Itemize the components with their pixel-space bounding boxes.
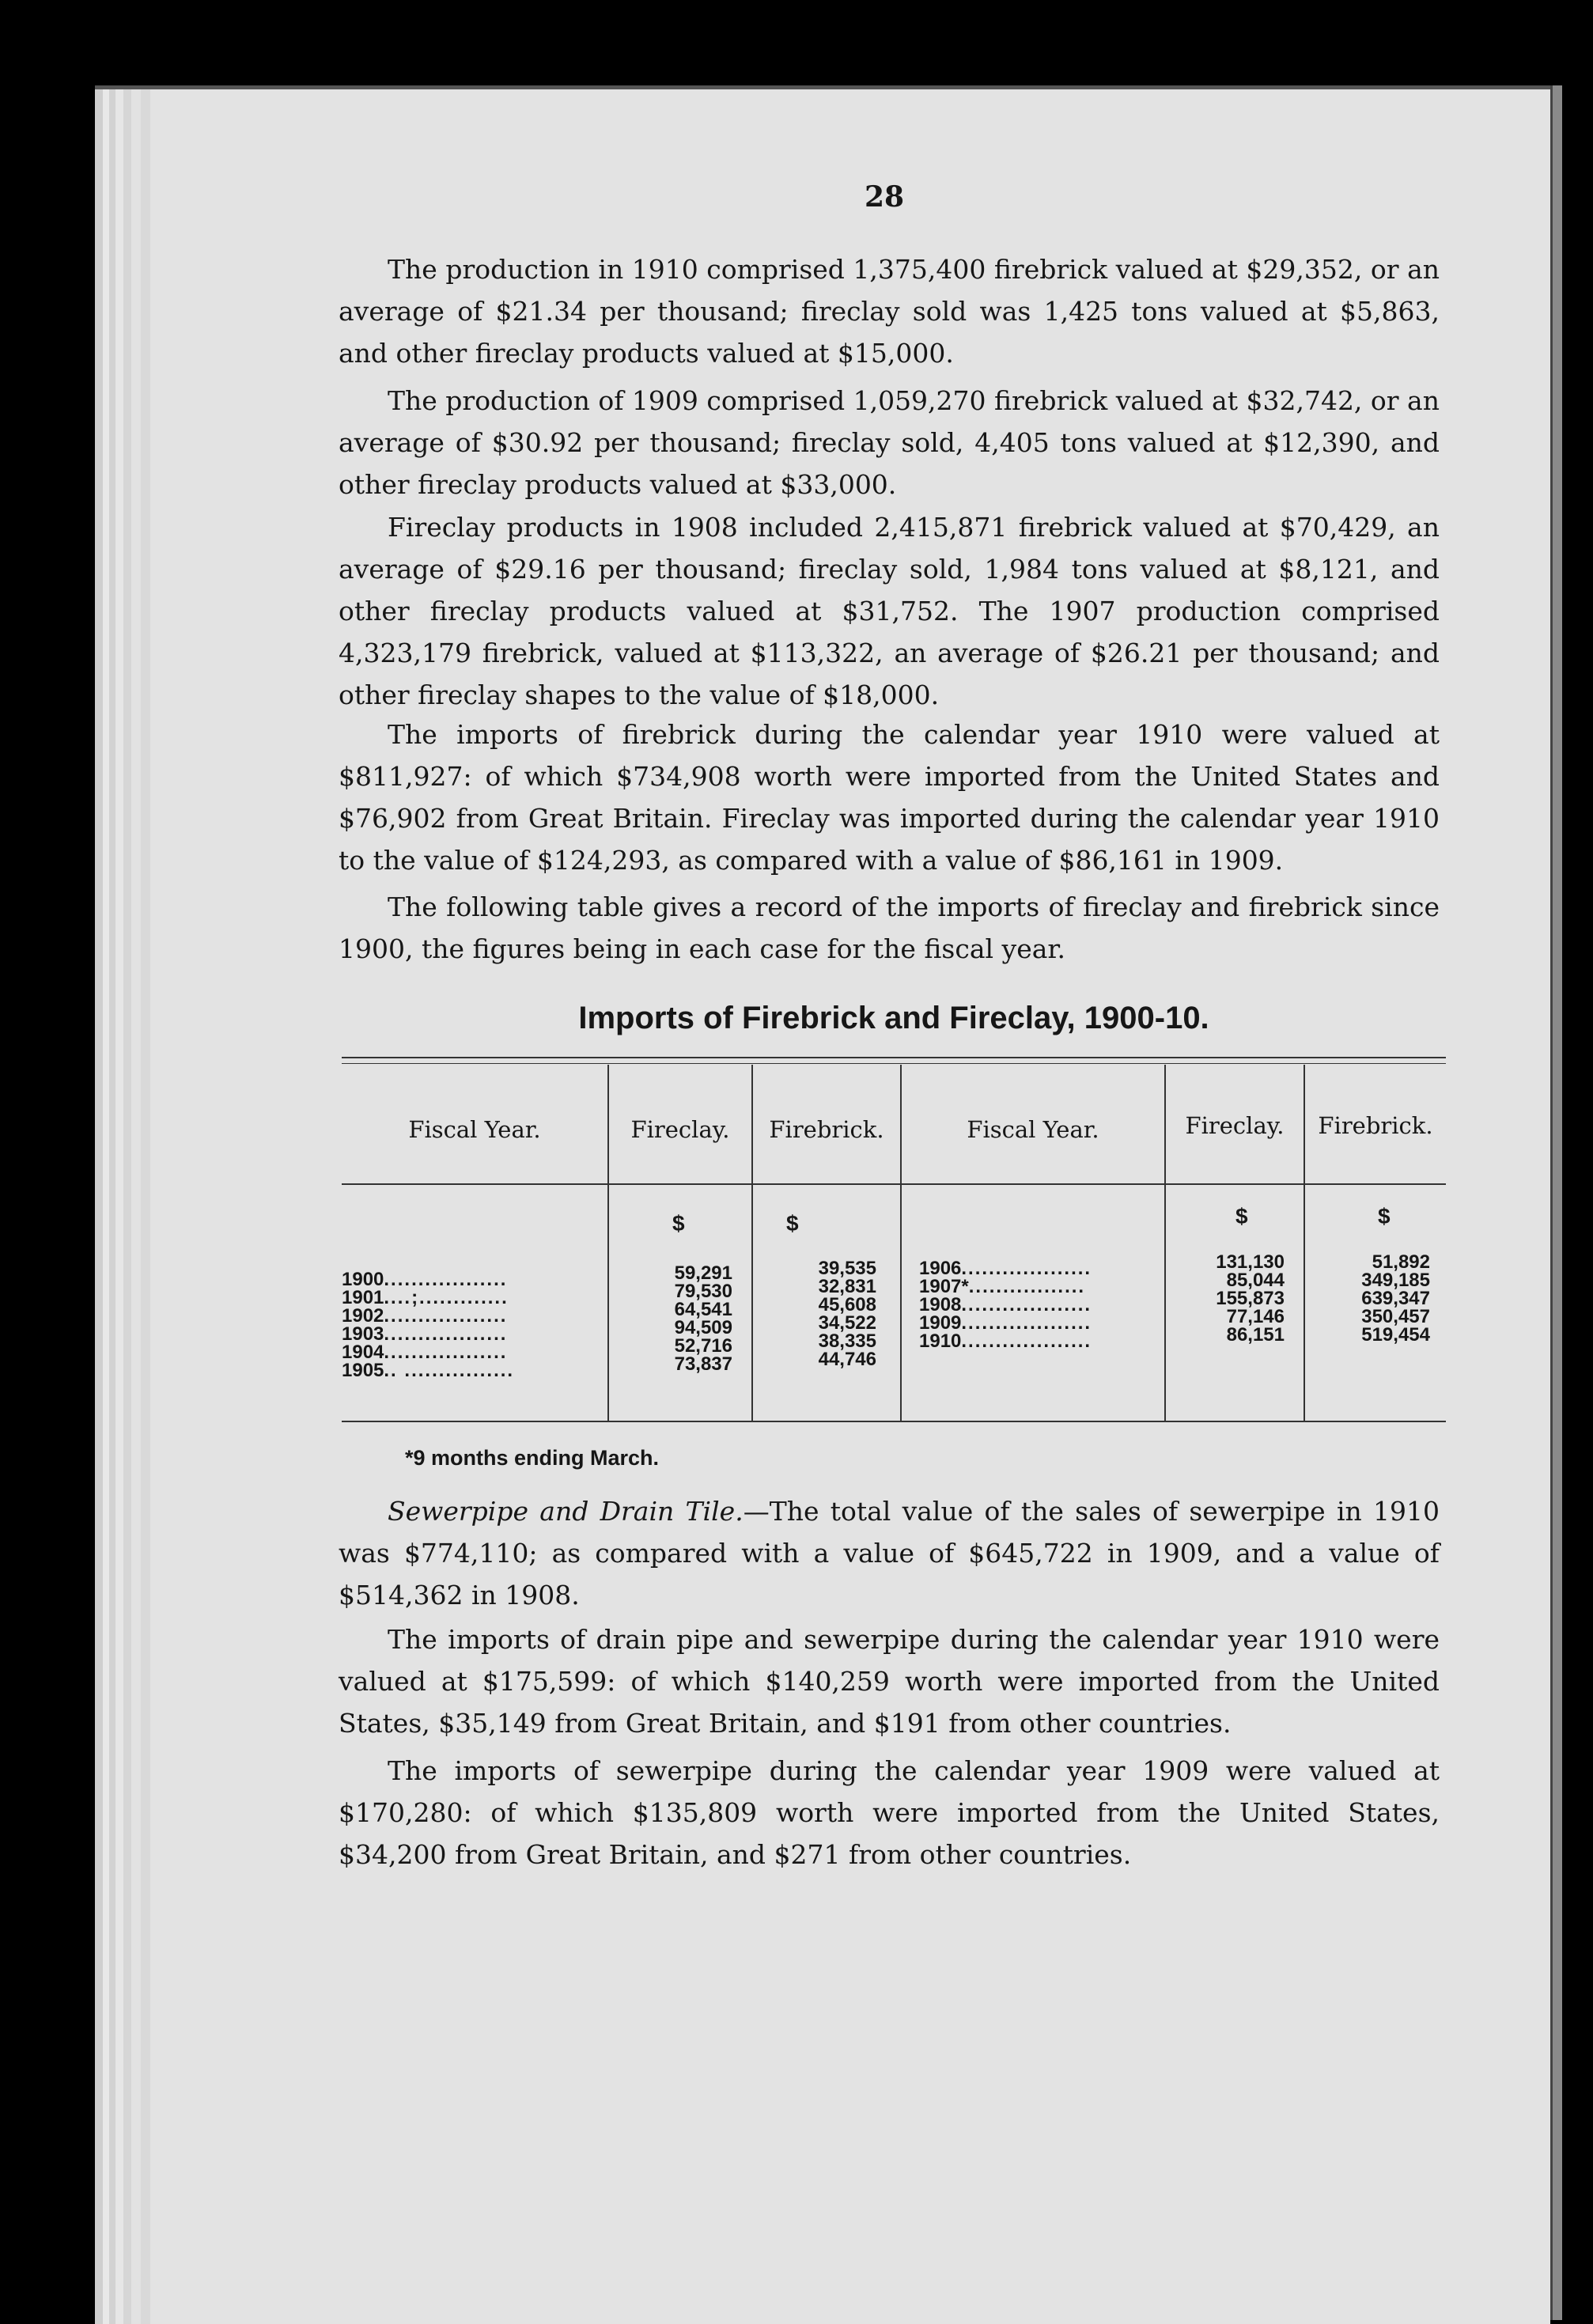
- value-cell: 639,347: [1361, 1288, 1430, 1309]
- year-row: 1903..................: [342, 1325, 508, 1343]
- unit-firebrick-left: $: [786, 1211, 799, 1236]
- unit-firebrick-right: $: [1378, 1204, 1391, 1228]
- value-cell: 52,716: [674, 1335, 732, 1357]
- header-firebrick-right: Firebrick.: [1318, 1112, 1433, 1139]
- value-cell: 519,454: [1361, 1324, 1430, 1346]
- value-cell: 45,608: [818, 1294, 876, 1315]
- header-fiscal-year-right: Fiscal Year.: [967, 1116, 1099, 1143]
- sewerpipe-text: —The total value of the sales of sewerpipe in 1910 was $774,110; as compared with a value of $645,722 in 1909, and a value of $514,362 in 1908.: [339, 1496, 1440, 1611]
- year-row: 1905.. ................: [342, 1361, 515, 1380]
- header-fireclay-right: Fireclay.: [1185, 1112, 1285, 1139]
- value-cell: 34,522: [818, 1312, 876, 1334]
- page-edge: [1550, 85, 1562, 2320]
- year-row: 1909...................: [919, 1314, 1092, 1332]
- value-cell: 73,837: [674, 1353, 732, 1375]
- page-number: 28: [865, 180, 905, 214]
- right-years-column: [919, 1259, 1164, 1350]
- imports-table: [342, 1057, 1446, 1424]
- sewerpipe-paragraph-2: The imports of drain pipe and sewerpipe during the calendar year 1910 were valued at $175,599: of which $140,259 worth were imported from the United States, $35,149 from Great Britain, and $191 from other countries.: [339, 1624, 1440, 1739]
- table-bottom-rule: [342, 1421, 1446, 1422]
- table-footnote: *9 months ending March.: [405, 1446, 660, 1470]
- value-cell: 350,457: [1361, 1306, 1430, 1327]
- value-cell: 39,535: [818, 1258, 876, 1279]
- year-row: 1902..................: [342, 1307, 508, 1325]
- value-cell: 64,541: [674, 1299, 732, 1320]
- right-fireclay-column: [1201, 1253, 1285, 1344]
- paragraph-4: The imports of firebrick during the calendar year 1910 were valued at $811,927: of which $734,908 worth were imported from the United States and $76,902 from Great Britain. Fireclay was imported during the calendar year 1910 to the value of $124,293, as compared with a value of $86,161 in 1909.: [339, 719, 1440, 876]
- sewerpipe-paragraph-1: [339, 1490, 1440, 1616]
- table-top-rule: [342, 1057, 1446, 1058]
- value-cell: 77,146: [1226, 1306, 1285, 1327]
- left-fireclay-column: [649, 1264, 732, 1373]
- value-cell: 51,892: [1372, 1251, 1430, 1273]
- sewerpipe-paragraph-3: The imports of sewerpipe during the calendar year 1909 were valued at $170,280: of which $135,809 worth were imported from the United States, $34,200 from Great Britain, and $271 from other countries.: [339, 1755, 1440, 1870]
- year-row: 1901....;.............: [342, 1289, 509, 1307]
- header-fiscal-year-left: Fiscal Year.: [408, 1116, 541, 1143]
- value-cell: 131,130: [1216, 1251, 1285, 1273]
- header-fireclay-left: Fireclay.: [630, 1116, 730, 1143]
- header-firebrick-left: Firebrick.: [769, 1116, 884, 1143]
- table-header-rule: [342, 1183, 1446, 1185]
- value-cell: 155,873: [1216, 1288, 1285, 1309]
- value-cell: 44,746: [818, 1349, 876, 1370]
- unit-fireclay-left: $: [672, 1211, 685, 1236]
- unit-fireclay-right: $: [1235, 1204, 1248, 1228]
- value-cell: 94,509: [674, 1317, 732, 1338]
- year-row: 1904..................: [342, 1343, 508, 1361]
- table-title: Imports of Firebrick and Fireclay, 1900-10.: [578, 1001, 1209, 1035]
- table-top-rule-2: [342, 1063, 1446, 1064]
- paragraph-1: The production in 1910 comprised 1,375,400 firebrick valued at $29,352, or an average of $21.34 per thousand; fireclay sold was 1,425 tons valued at $5,863, and other fireclay products valued at $15,000.: [339, 254, 1440, 369]
- value-cell: 86,151: [1226, 1324, 1285, 1346]
- sewerpipe-heading: Sewerpipe and Drain Tile.: [388, 1496, 744, 1527]
- year-row: 1900..................: [342, 1270, 508, 1289]
- left-firebrick-column: [793, 1259, 876, 1368]
- value-cell: 85,044: [1226, 1270, 1285, 1291]
- year-row: 1907*.................: [919, 1277, 1086, 1296]
- paragraph-2: The production of 1909 comprised 1,059,270 firebrick valued at $32,742, or an average of $30.92 per thousand; fireclay sold, 4,405 tons valued at $12,390, and other fireclay products valued at $33,000.: [339, 385, 1440, 500]
- value-cell: 59,291: [674, 1262, 732, 1284]
- value-cell: 79,530: [674, 1281, 732, 1302]
- left-years-column: [342, 1270, 600, 1380]
- year-row: 1906...................: [919, 1259, 1092, 1277]
- paragraph-3: Fireclay products in 1908 included 2,415,871 firebrick valued at $70,429, an average of $29.16 per thousand; fireclay sold, 1,984 tons valued at $8,121, and other fireclay products valued at $31,752. The 1907 production comprised 4,323,179 firebrick, valued at $113,322, an average of $26.21 per thousand; and other fireclay shapes to the value of $18,000.: [339, 512, 1440, 710]
- year-row: 1908...................: [919, 1296, 1092, 1314]
- value-cell: 32,831: [818, 1276, 876, 1297]
- year-row: 1910...................: [919, 1332, 1092, 1350]
- value-cell: 38,335: [818, 1330, 876, 1352]
- right-firebrick-column: [1341, 1253, 1430, 1344]
- paragraph-5: The following table gives a record of the imports of fireclay and firebrick since 1900, the figures being in each case for the fiscal year.: [339, 891, 1440, 964]
- value-cell: 349,185: [1361, 1270, 1430, 1291]
